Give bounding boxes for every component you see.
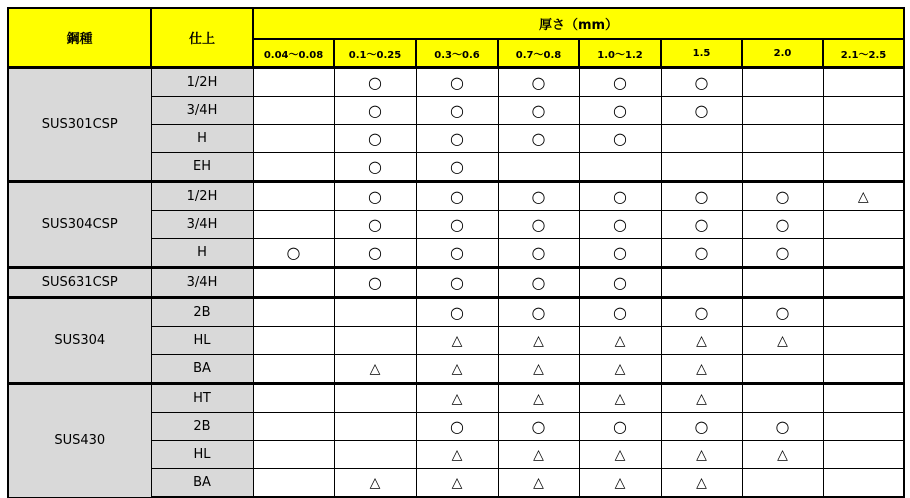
availability-cell [253, 125, 334, 153]
availability-cell: ○ [498, 413, 579, 441]
availability-cell [253, 413, 334, 441]
availability-cell [253, 469, 334, 498]
availability-cell: △ [498, 441, 579, 469]
availability-cell [823, 327, 904, 355]
availability-cell [742, 153, 823, 182]
availability-cell [742, 469, 823, 498]
availability-cell [661, 153, 742, 182]
availability-cell: △ [661, 327, 742, 355]
availability-cell [661, 125, 742, 153]
steel-thickness-table [7, 7, 905, 498]
availability-cell: △ [579, 355, 661, 384]
availability-cell: ○ [579, 413, 661, 441]
availability-cell: ○ [416, 298, 498, 327]
availability-cell: ○ [579, 125, 661, 153]
availability-cell: ○ [334, 125, 416, 153]
availability-cell: ○ [498, 182, 579, 211]
availability-cell [334, 298, 416, 327]
availability-cell: ○ [579, 182, 661, 211]
availability-cell [253, 182, 334, 211]
availability-cell [334, 327, 416, 355]
availability-cell [334, 441, 416, 469]
grade-cell: SUS631CSP [8, 268, 151, 298]
availability-cell [823, 68, 904, 97]
table-row [8, 68, 904, 97]
finish-cell: HL [151, 327, 253, 355]
finish-header: 仕上 [151, 8, 253, 68]
availability-cell: ○ [579, 298, 661, 327]
table-row [8, 384, 904, 413]
availability-cell [253, 355, 334, 384]
availability-cell: ○ [661, 239, 742, 268]
availability-cell [579, 153, 661, 182]
availability-cell: ○ [579, 68, 661, 97]
availability-cell: △ [579, 384, 661, 413]
availability-cell: ○ [742, 413, 823, 441]
range-header: 1.0～1.2 [579, 39, 661, 68]
availability-cell [334, 413, 416, 441]
availability-cell [253, 384, 334, 413]
availability-cell: △ [742, 441, 823, 469]
availability-cell: ○ [334, 211, 416, 239]
availability-cell: ○ [334, 97, 416, 125]
availability-cell [334, 384, 416, 413]
availability-cell: ○ [253, 239, 334, 268]
availability-cell: △ [498, 355, 579, 384]
availability-cell [742, 68, 823, 97]
range-header: 0.1～0.25 [334, 39, 416, 68]
availability-cell [823, 239, 904, 268]
finish-cell: 1/2H [151, 182, 253, 211]
finish-cell: 3/4H [151, 97, 253, 125]
availability-cell [742, 97, 823, 125]
table-row [8, 268, 904, 298]
range-header: 0.7～0.8 [498, 39, 579, 68]
availability-cell [253, 211, 334, 239]
availability-cell [823, 384, 904, 413]
availability-cell: ○ [498, 68, 579, 97]
finish-cell: HL [151, 441, 253, 469]
availability-cell: ○ [416, 413, 498, 441]
availability-cell: ○ [498, 268, 579, 298]
grade-cell: SUS304 [8, 298, 151, 384]
availability-cell [823, 211, 904, 239]
finish-cell: 3/4H [151, 211, 253, 239]
availability-cell [823, 125, 904, 153]
availability-cell: ○ [579, 97, 661, 125]
availability-cell: ○ [334, 68, 416, 97]
availability-cell: △ [498, 327, 579, 355]
availability-cell: ○ [498, 97, 579, 125]
availability-cell: △ [579, 327, 661, 355]
availability-cell: ○ [416, 97, 498, 125]
table-row [8, 298, 904, 327]
finish-cell: EH [151, 153, 253, 182]
availability-cell: ○ [579, 211, 661, 239]
availability-cell: ○ [334, 182, 416, 211]
availability-cell [253, 298, 334, 327]
availability-cell [253, 327, 334, 355]
availability-cell: △ [416, 327, 498, 355]
availability-cell: ○ [416, 268, 498, 298]
availability-cell: ○ [661, 68, 742, 97]
availability-cell: ○ [742, 298, 823, 327]
finish-cell: H [151, 239, 253, 268]
range-header: 1.5 [661, 39, 742, 68]
availability-cell [823, 355, 904, 384]
table-row [8, 182, 904, 211]
grade-header: 鋼種 [8, 8, 151, 68]
availability-cell: ○ [579, 268, 661, 298]
availability-cell: △ [661, 441, 742, 469]
availability-cell: △ [579, 441, 661, 469]
availability-cell [742, 125, 823, 153]
availability-cell: ○ [498, 239, 579, 268]
range-header: 0.3～0.6 [416, 39, 498, 68]
range-header: 2.0 [742, 39, 823, 68]
finish-cell: H [151, 125, 253, 153]
availability-cell: △ [498, 384, 579, 413]
availability-cell: ○ [742, 182, 823, 211]
availability-cell: ○ [334, 268, 416, 298]
availability-cell: ○ [661, 298, 742, 327]
availability-cell [253, 68, 334, 97]
availability-cell [742, 384, 823, 413]
availability-cell: ○ [661, 182, 742, 211]
availability-cell: △ [416, 355, 498, 384]
availability-cell [253, 268, 334, 298]
grade-cell: SUS301CSP [8, 68, 151, 182]
availability-cell [823, 153, 904, 182]
finish-cell: 3/4H [151, 268, 253, 298]
availability-cell [253, 153, 334, 182]
finish-cell: BA [151, 469, 253, 498]
finish-cell: BA [151, 355, 253, 384]
availability-cell: △ [416, 384, 498, 413]
availability-cell: ○ [498, 125, 579, 153]
availability-cell: △ [742, 327, 823, 355]
availability-cell [498, 153, 579, 182]
availability-cell: △ [823, 182, 904, 211]
availability-cell: ○ [742, 239, 823, 268]
availability-cell: ○ [742, 211, 823, 239]
availability-cell [661, 268, 742, 298]
availability-cell: ○ [498, 298, 579, 327]
availability-cell: △ [661, 355, 742, 384]
availability-cell [823, 268, 904, 298]
grade-cell: SUS430 [8, 384, 151, 498]
availability-cell: ○ [416, 153, 498, 182]
availability-cell: ○ [661, 211, 742, 239]
availability-cell: ○ [661, 97, 742, 125]
finish-cell: 2B [151, 298, 253, 327]
availability-cell: ○ [416, 68, 498, 97]
availability-cell: △ [334, 355, 416, 384]
availability-cell [742, 268, 823, 298]
thickness-header: 厚さ（mm） [253, 8, 904, 39]
availability-cell: △ [661, 384, 742, 413]
availability-cell [823, 97, 904, 125]
availability-cell: △ [416, 469, 498, 498]
range-header: 2.1～2.5 [823, 39, 904, 68]
availability-cell: ○ [416, 211, 498, 239]
availability-cell: ○ [416, 239, 498, 268]
finish-cell: 2B [151, 413, 253, 441]
availability-cell: △ [661, 469, 742, 498]
availability-cell [253, 441, 334, 469]
availability-cell [823, 441, 904, 469]
availability-cell: △ [334, 469, 416, 498]
availability-cell: ○ [334, 239, 416, 268]
availability-cell: ○ [579, 239, 661, 268]
availability-cell [823, 469, 904, 498]
availability-cell [253, 97, 334, 125]
availability-cell [823, 298, 904, 327]
grade-cell: SUS304CSP [8, 182, 151, 268]
availability-cell [823, 413, 904, 441]
availability-cell: △ [498, 469, 579, 498]
availability-cell: △ [579, 469, 661, 498]
availability-cell: ○ [498, 211, 579, 239]
table-body [8, 68, 904, 498]
availability-cell: ○ [416, 182, 498, 211]
availability-cell [742, 355, 823, 384]
finish-cell: HT [151, 384, 253, 413]
finish-cell: 1/2H [151, 68, 253, 97]
availability-cell: ○ [334, 153, 416, 182]
availability-cell: ○ [661, 413, 742, 441]
availability-cell: ○ [416, 125, 498, 153]
availability-cell: △ [416, 441, 498, 469]
range-header: 0.04～0.08 [253, 39, 334, 68]
